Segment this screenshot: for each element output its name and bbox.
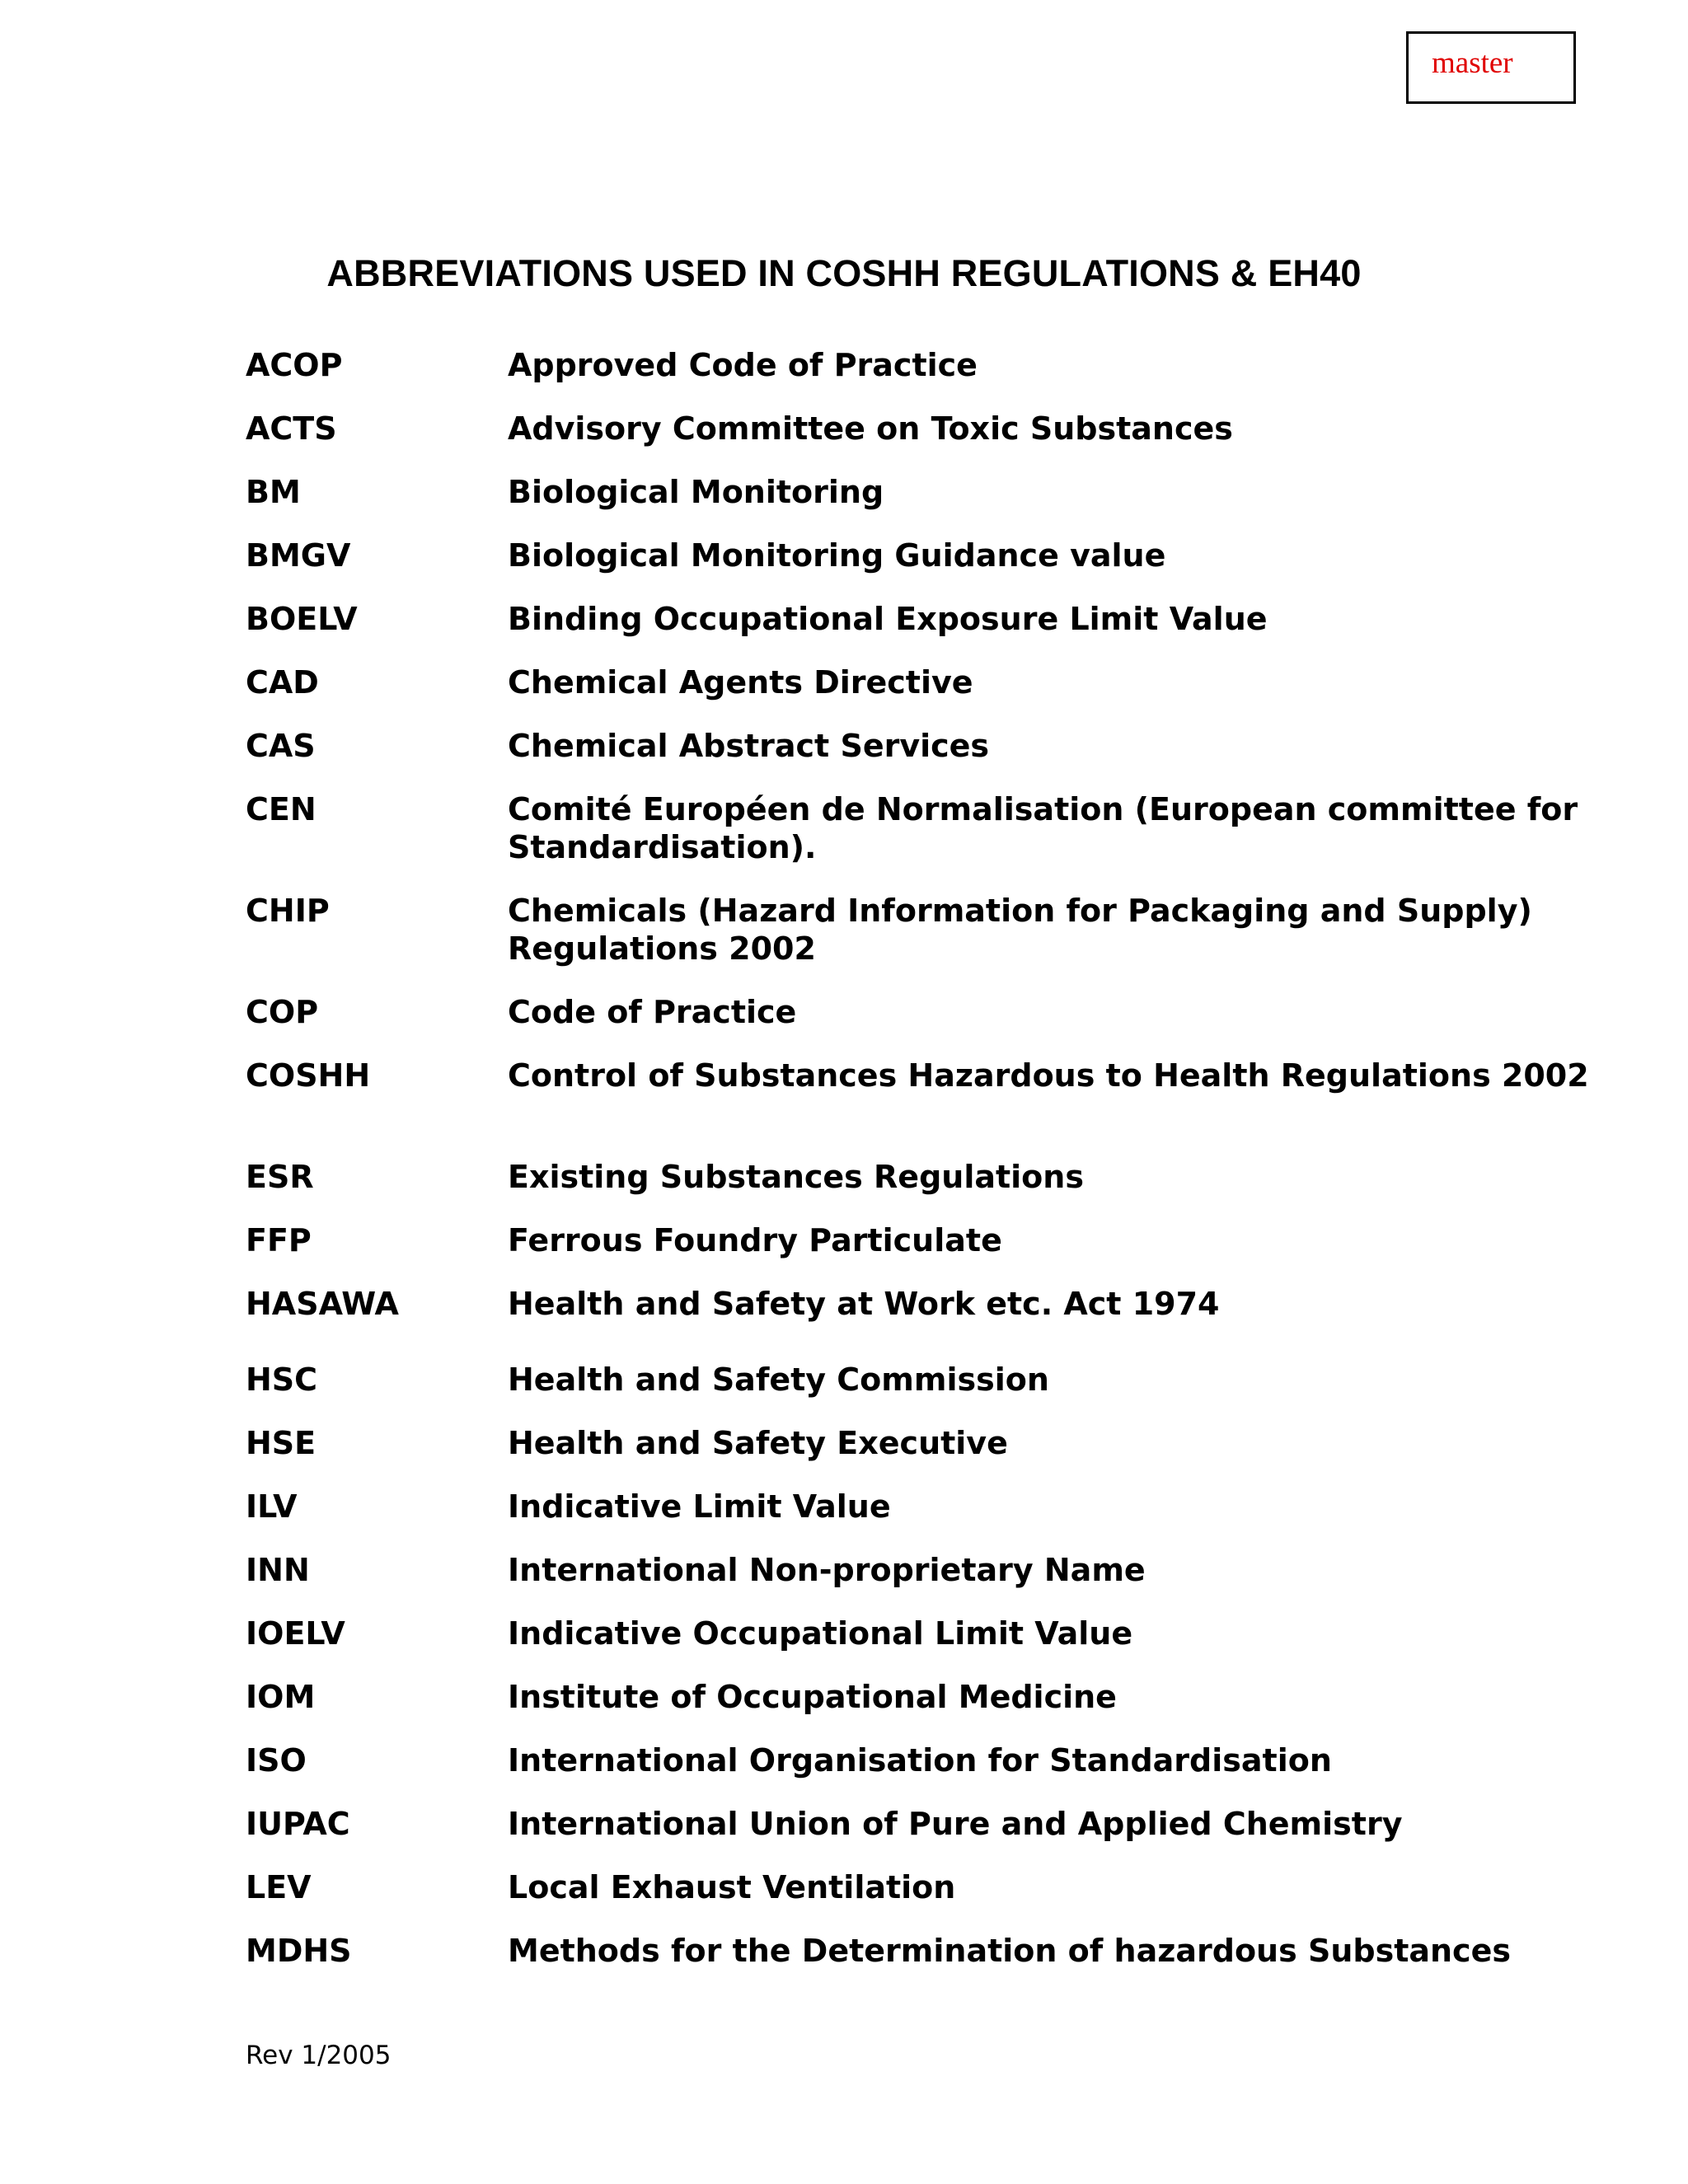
abbreviation-term: ILV (246, 1488, 298, 1525)
abbreviation-definition: Ferrous Foundry Particulate (508, 1222, 1002, 1258)
abbreviation-definition: International Union of Pure and Applied Chemistry (508, 1806, 1403, 1842)
abbreviation-definition: Approved Code of Practice (508, 347, 978, 383)
abbreviation-definition: Biological Monitoring (508, 474, 884, 510)
abbreviation-definition: Indicative Occupational Limit Value (508, 1615, 1133, 1652)
master-stamp (1406, 31, 1576, 104)
abbreviation-term: BOELV (246, 601, 358, 637)
abbreviation-term: HSC (246, 1361, 318, 1398)
abbreviation-definition: Advisory Committee on Toxic Substances (508, 410, 1233, 447)
abbreviation-definition: Binding Occupational Exposure Limit Value (508, 601, 1268, 637)
abbreviation-term: HSE (246, 1425, 316, 1461)
abbreviation-definition: Health and Safety Commission (508, 1361, 1049, 1398)
abbreviation-definition: Control of Substances Hazardous to Health Regulations 2002 (508, 1057, 1589, 1094)
abbreviation-definition: Chemicals (Hazard Information for Packaging and Supply) Regulations 2002 (508, 893, 1532, 967)
abbreviation-definition: Local Exhaust Ventilation (508, 1869, 956, 1905)
abbreviation-definition: Biological Monitoring Guidance value (508, 537, 1166, 574)
abbreviation-definition: Health and Safety at Work etc. Act 1974 (508, 1286, 1220, 1322)
abbreviation-term: COSHH (246, 1057, 371, 1094)
abbreviation-term: ACTS (246, 410, 337, 447)
abbreviation-term: MDHS (246, 1933, 352, 1969)
abbreviation-term: CHIP (246, 893, 330, 929)
abbreviation-definition: International Organisation for Standardisation (508, 1742, 1332, 1779)
abbreviation-definition: Existing Substances Regulations (508, 1159, 1084, 1195)
abbreviation-definition: Comité Européen de Normalisation (European committee for Standardisation). (508, 791, 1578, 865)
stamp-label: master (1432, 46, 1513, 80)
abbreviation-definition: Code of Practice (508, 994, 797, 1030)
abbreviation-term: CAD (246, 664, 319, 701)
abbreviation-definition: Methods for the Determination of hazardous Substances (508, 1933, 1511, 1969)
abbreviation-definition: Chemical Abstract Services (508, 728, 990, 764)
abbreviation-term: ISO (246, 1742, 307, 1779)
abbreviation-term: HASAWA (246, 1286, 399, 1322)
abbreviation-term: IOM (246, 1679, 316, 1715)
abbreviation-term: CAS (246, 728, 316, 764)
revision-footer: Rev 1/2005 (246, 2041, 392, 2070)
abbreviation-definition: Chemical Agents Directive (508, 664, 973, 701)
abbreviation-term: ESR (246, 1159, 314, 1195)
abbreviation-term: INN (246, 1552, 310, 1588)
abbreviation-definition: Indicative Limit Value (508, 1488, 891, 1525)
abbreviation-term: LEV (246, 1869, 312, 1905)
abbreviation-definition: International Non-proprietary Name (508, 1552, 1146, 1588)
abbreviation-term: CEN (246, 791, 316, 827)
abbreviation-term: ACOP (246, 347, 343, 383)
abbreviation-term: FFP (246, 1222, 312, 1258)
page-title: ABBREVIATIONS USED IN COSHH REGULATIONS & EH40 (326, 252, 1362, 294)
abbreviation-term: BMGV (246, 537, 351, 574)
abbreviation-term: IUPAC (246, 1806, 350, 1842)
abbreviation-term: COP (246, 994, 319, 1030)
abbreviation-term: IOELV (246, 1615, 345, 1652)
abbreviation-term: BM (246, 474, 301, 510)
abbreviation-definition: Health and Safety Executive (508, 1425, 1008, 1461)
abbreviation-definition: Institute of Occupational Medicine (508, 1679, 1117, 1715)
